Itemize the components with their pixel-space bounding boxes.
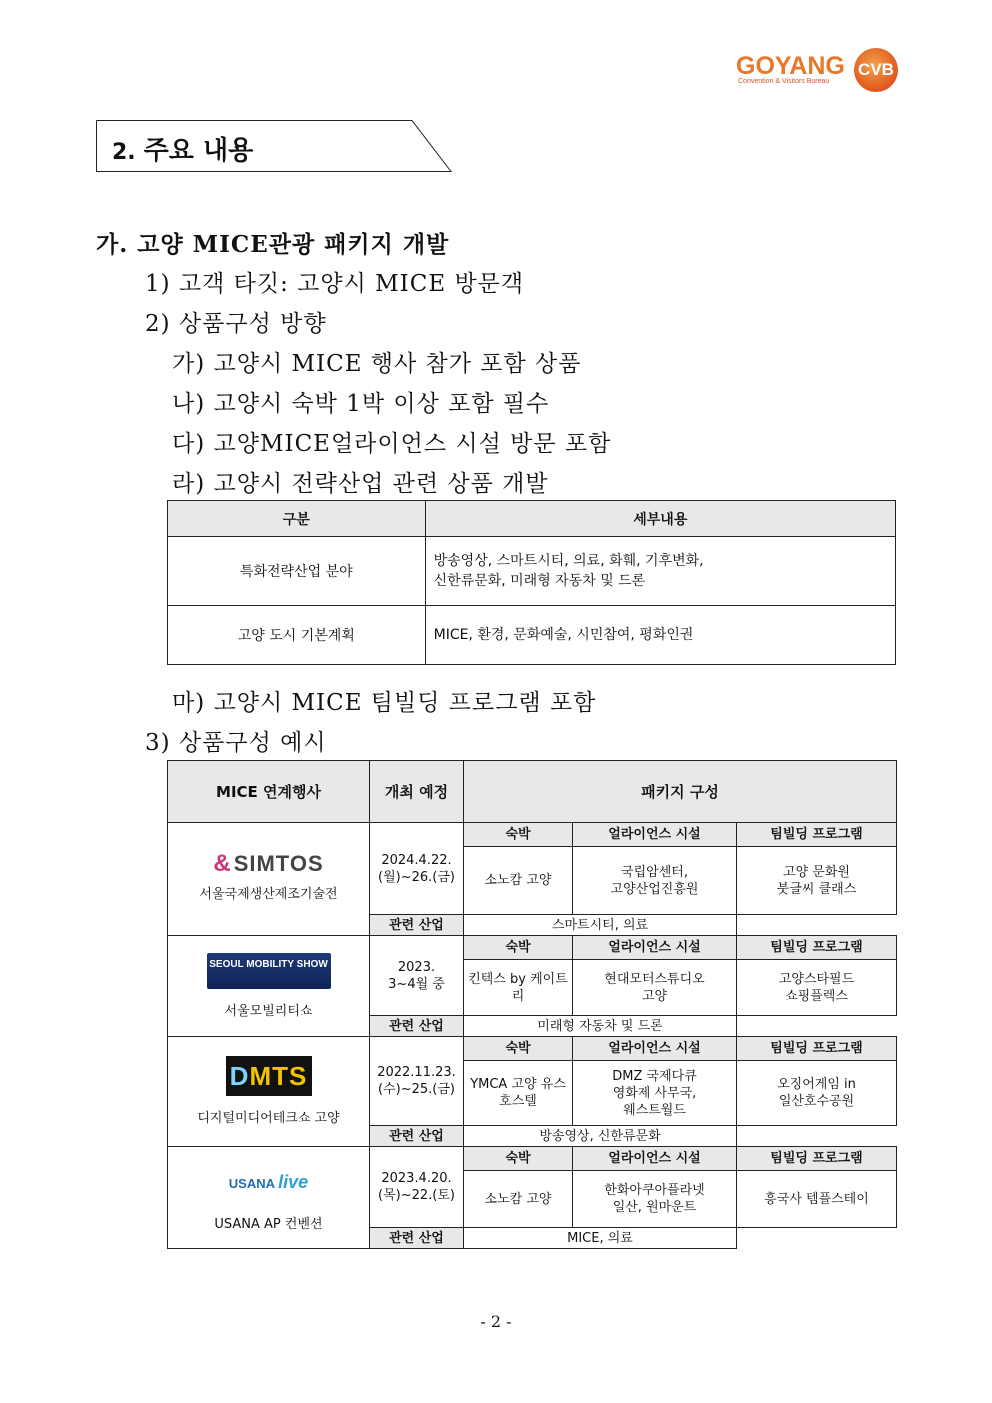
item-target: 1) 고객 타깃: 고양시 MICE 방문객 <box>145 271 525 297</box>
industry-value: MICE, 의료 <box>464 1228 737 1249</box>
team-value: 고양스타필드 쇼핑플렉스 <box>737 960 897 1016</box>
stay-value: 소노캄 고양 <box>464 847 573 915</box>
section-title-text: 주요 내용 <box>143 136 254 166</box>
subheader-alliance: 얼라이언스 시설 <box>573 823 737 847</box>
team-value: 흥국사 템플스테이 <box>737 1171 897 1228</box>
simtos-logo: &SIMTOS <box>213 850 324 877</box>
event-name: 서울모빌리티쇼 <box>224 1003 313 1019</box>
subheader-industry: 관련 산업 <box>370 1228 464 1249</box>
stay-value: 소노캄 고양 <box>464 1171 573 1228</box>
table1-category: 고양 도시 기본계획 <box>168 606 426 665</box>
alliance-value: DMZ 국제다큐 영화제 사무국, 웨스트월드 <box>573 1061 737 1126</box>
table-row <box>168 1147 897 1171</box>
table-row <box>168 936 897 960</box>
event-cell <box>168 1037 370 1147</box>
usana-live-logo: USANA live <box>228 1172 309 1192</box>
item-ra: 라) 고양시 전략산업 관련 상품 개발 <box>172 471 549 497</box>
table1-detail <box>425 537 895 606</box>
logo-brand: GOYANG <box>736 52 845 80</box>
stay-value: 킨텍스 by 케이트리 <box>464 960 573 1016</box>
table-row <box>168 1037 897 1061</box>
event-name: 디지털미디어테크쇼 고양 <box>197 1111 340 1126</box>
goyang-cvb-logo <box>736 48 901 96</box>
alliance-value: 한화아쿠아플라넷 일산, 원마운트 <box>573 1171 737 1228</box>
dmts-logo: DMTS <box>226 1056 312 1096</box>
table1-header-detail: 세부내용 <box>425 501 895 537</box>
section-title <box>112 130 253 167</box>
table1-detail: MICE, 환경, 문화예술, 시민참여, 평화인권 <box>425 606 895 665</box>
event-date: 2023.4.20. (목)~22.(토) <box>370 1147 464 1228</box>
table1-detail-line: 신한류문화, 미래형 자동차 및 드론 <box>433 573 646 589</box>
section-title-box <box>96 120 452 172</box>
team-value: 오징어게임 in 일산호수공원 <box>737 1061 897 1126</box>
table2-header-date: 개최 예정 <box>370 761 464 823</box>
table1-header-category: 구분 <box>168 501 426 537</box>
event-cell <box>168 936 370 1037</box>
logo-badge: CVB <box>854 48 898 92</box>
heading-ga: 가. 고양 MICE관광 패키지 개발 <box>96 231 450 258</box>
alliance-value: 국립암센터, 고양산업진흥원 <box>573 847 737 915</box>
team-value: 고양 문화원 붓글씨 클래스 <box>737 847 897 915</box>
subheader-team: 팀빌딩 프로그램 <box>737 936 897 960</box>
table1-category: 특화전략산업 분야 <box>168 537 426 606</box>
seoul-mobility-show-logo: SEOUL MOBILITY SHOW <box>207 953 331 989</box>
subheader-alliance: 얼라이언스 시설 <box>573 1147 737 1171</box>
subheader-stay: 숙박 <box>464 1147 573 1171</box>
item-ma: 마) 고양시 MICE 팀빌딩 프로그램 포함 <box>172 690 597 716</box>
subheader-stay: 숙박 <box>464 1037 573 1061</box>
logo-tagline: Convention & Visitors Bureau <box>738 78 830 85</box>
table2-header-package: 패키지 구성 <box>464 761 897 823</box>
subheader-team: 팀빌딩 프로그램 <box>737 823 897 847</box>
subheader-industry: 관련 산업 <box>370 1126 464 1147</box>
event-date: 2022.11.23. (수)~25.(금) <box>370 1037 464 1126</box>
item-ga: 가) 고양시 MICE 행사 참가 포함 상품 <box>172 351 582 377</box>
table1-detail-line: 방송영상, 스마트시티, 의료, 화훼, 기후변화, <box>433 553 704 569</box>
alliance-value: 현대모터스튜디오 고양 <box>573 960 737 1016</box>
event-date: 2024.4.22. (월)~26.(금) <box>370 823 464 915</box>
event-cell <box>168 1147 370 1249</box>
subheader-alliance: 얼라이언스 시설 <box>573 1037 737 1061</box>
subheader-stay: 숙박 <box>464 823 573 847</box>
event-name: 서울국제생산제조기술전 <box>199 887 338 902</box>
package-example-table <box>167 760 897 1249</box>
subheader-industry: 관련 산업 <box>370 915 464 936</box>
event-name: USANA AP 컨벤션 <box>214 1217 323 1232</box>
item-example: 3) 상품구성 예시 <box>145 730 327 756</box>
table-row <box>168 606 896 665</box>
strategy-table <box>167 500 896 665</box>
item-da: 다) 고양MICE얼라이언스 시설 방문 포함 <box>172 431 612 457</box>
subheader-stay: 숙박 <box>464 936 573 960</box>
subheader-alliance: 얼라이언스 시설 <box>573 936 737 960</box>
event-date: 2023. 3~4월 중 <box>370 936 464 1016</box>
table-row <box>168 823 897 847</box>
industry-value: 방송영상, 신한류문화 <box>464 1126 737 1147</box>
subheader-team: 팀빌딩 프로그램 <box>737 1147 897 1171</box>
subheader-industry: 관련 산업 <box>370 1016 464 1037</box>
table-row <box>168 537 896 606</box>
table2-header-event: MICE 연계행사 <box>168 761 370 823</box>
page-number: - 2 - <box>480 1312 512 1331</box>
item-na: 나) 고양시 숙박 1박 이상 포함 필수 <box>172 391 550 417</box>
section-number: 2. <box>112 140 136 165</box>
industry-value: 미래형 자동차 및 드론 <box>464 1016 737 1037</box>
stay-value: YMCA 고양 유스호스텔 <box>464 1061 573 1126</box>
subheader-team: 팀빌딩 프로그램 <box>737 1037 897 1061</box>
item-direction: 2) 상품구성 방향 <box>145 311 327 337</box>
event-cell <box>168 823 370 936</box>
industry-value: 스마트시티, 의료 <box>464 915 737 936</box>
